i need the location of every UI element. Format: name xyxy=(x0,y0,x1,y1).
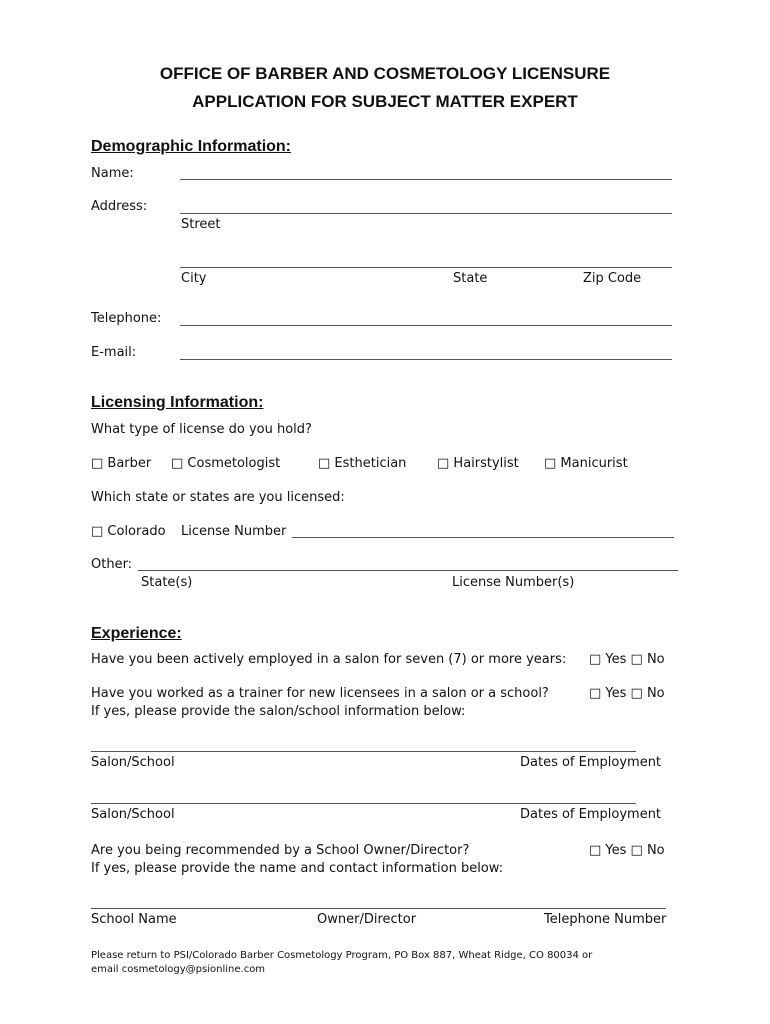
states-question: Which state or states are you licensed: xyxy=(91,490,345,505)
option-esthetician[interactable]: □ Esthetician xyxy=(318,456,407,471)
return-email: email cosmetology@psionline.com xyxy=(91,964,266,975)
email-field[interactable] xyxy=(180,359,672,360)
option-cosmetologist[interactable]: □ Cosmetologist xyxy=(171,456,281,471)
city-state-zip-field[interactable] xyxy=(180,267,672,268)
salon-field-2[interactable] xyxy=(91,803,636,804)
form-title-line2: APPLICATION FOR SUBJECT MATTER EXPERT xyxy=(192,92,578,111)
other-field[interactable] xyxy=(138,570,678,571)
salon-field-1[interactable] xyxy=(91,751,636,752)
salon-years-question: Have you been actively employed in a salon for seven (7) or more years: xyxy=(91,652,567,667)
option-manicurist[interactable]: □ Manicurist xyxy=(544,456,628,471)
dates-label-1: Dates of Employment xyxy=(520,755,662,770)
salon-years-options[interactable]: □ Yes □ No xyxy=(589,652,665,667)
street-label: Street xyxy=(181,217,221,232)
trainer-question: Have you worked as a trainer for new licensees in a salon or a school? xyxy=(91,686,549,701)
telephone-number-label: Telephone Number xyxy=(544,912,667,927)
street-field[interactable] xyxy=(180,213,672,214)
form-title-line1: OFFICE OF BARBER AND COSMETOLOGY LICENSURE xyxy=(159,64,611,83)
school-contact-field[interactable] xyxy=(91,908,666,909)
telephone-field[interactable] xyxy=(180,325,672,326)
city-label: City xyxy=(181,271,207,286)
option-colorado[interactable]: □ Colorado xyxy=(91,524,166,539)
telephone-label: Telephone: xyxy=(91,311,162,326)
license-number-label: License Number xyxy=(181,524,287,539)
salon-label-2: Salon/School xyxy=(91,807,175,822)
salon-label-1: Salon/School xyxy=(91,755,175,770)
recommendation-question: Are you being recommended by a School Owner/Director? xyxy=(91,843,470,858)
zip-label: Zip Code xyxy=(583,271,642,286)
recommendation-followup: If yes, please provide the name and contact information below: xyxy=(91,861,504,876)
return-instructions: Please return to PSI/Colorado Barber Cosmetology Program, PO Box 887, Wheat Ridge, CO 80034 or xyxy=(91,950,593,961)
email-label: E-mail: xyxy=(91,345,137,360)
license-type-question: What type of license do you hold? xyxy=(91,422,312,437)
license-numbers-label: License Number(s) xyxy=(452,575,575,590)
trainer-followup: If yes, please provide the salon/school information below: xyxy=(91,704,466,719)
trainer-options[interactable]: □ Yes □ No xyxy=(589,686,665,701)
owner-director-label: Owner/Director xyxy=(317,912,417,927)
license-number-field[interactable] xyxy=(292,537,674,538)
dates-label-2: Dates of Employment xyxy=(520,807,662,822)
option-barber[interactable]: □ Barber xyxy=(91,456,152,471)
school-name-label: School Name xyxy=(91,912,177,927)
name-label: Name: xyxy=(91,166,134,181)
states-label: State(s) xyxy=(141,575,193,590)
other-label: Other: xyxy=(91,557,133,572)
option-hairstylist[interactable]: □ Hairstylist xyxy=(437,456,519,471)
demographic-heading: Demographic Information: xyxy=(91,138,292,155)
licensing-heading: Licensing Information: xyxy=(91,394,264,411)
name-field[interactable] xyxy=(180,179,672,180)
address-label: Address: xyxy=(91,199,148,214)
state-label: State xyxy=(453,271,488,286)
experience-heading: Experience: xyxy=(91,625,182,642)
recommendation-options[interactable]: □ Yes □ No xyxy=(589,843,665,858)
